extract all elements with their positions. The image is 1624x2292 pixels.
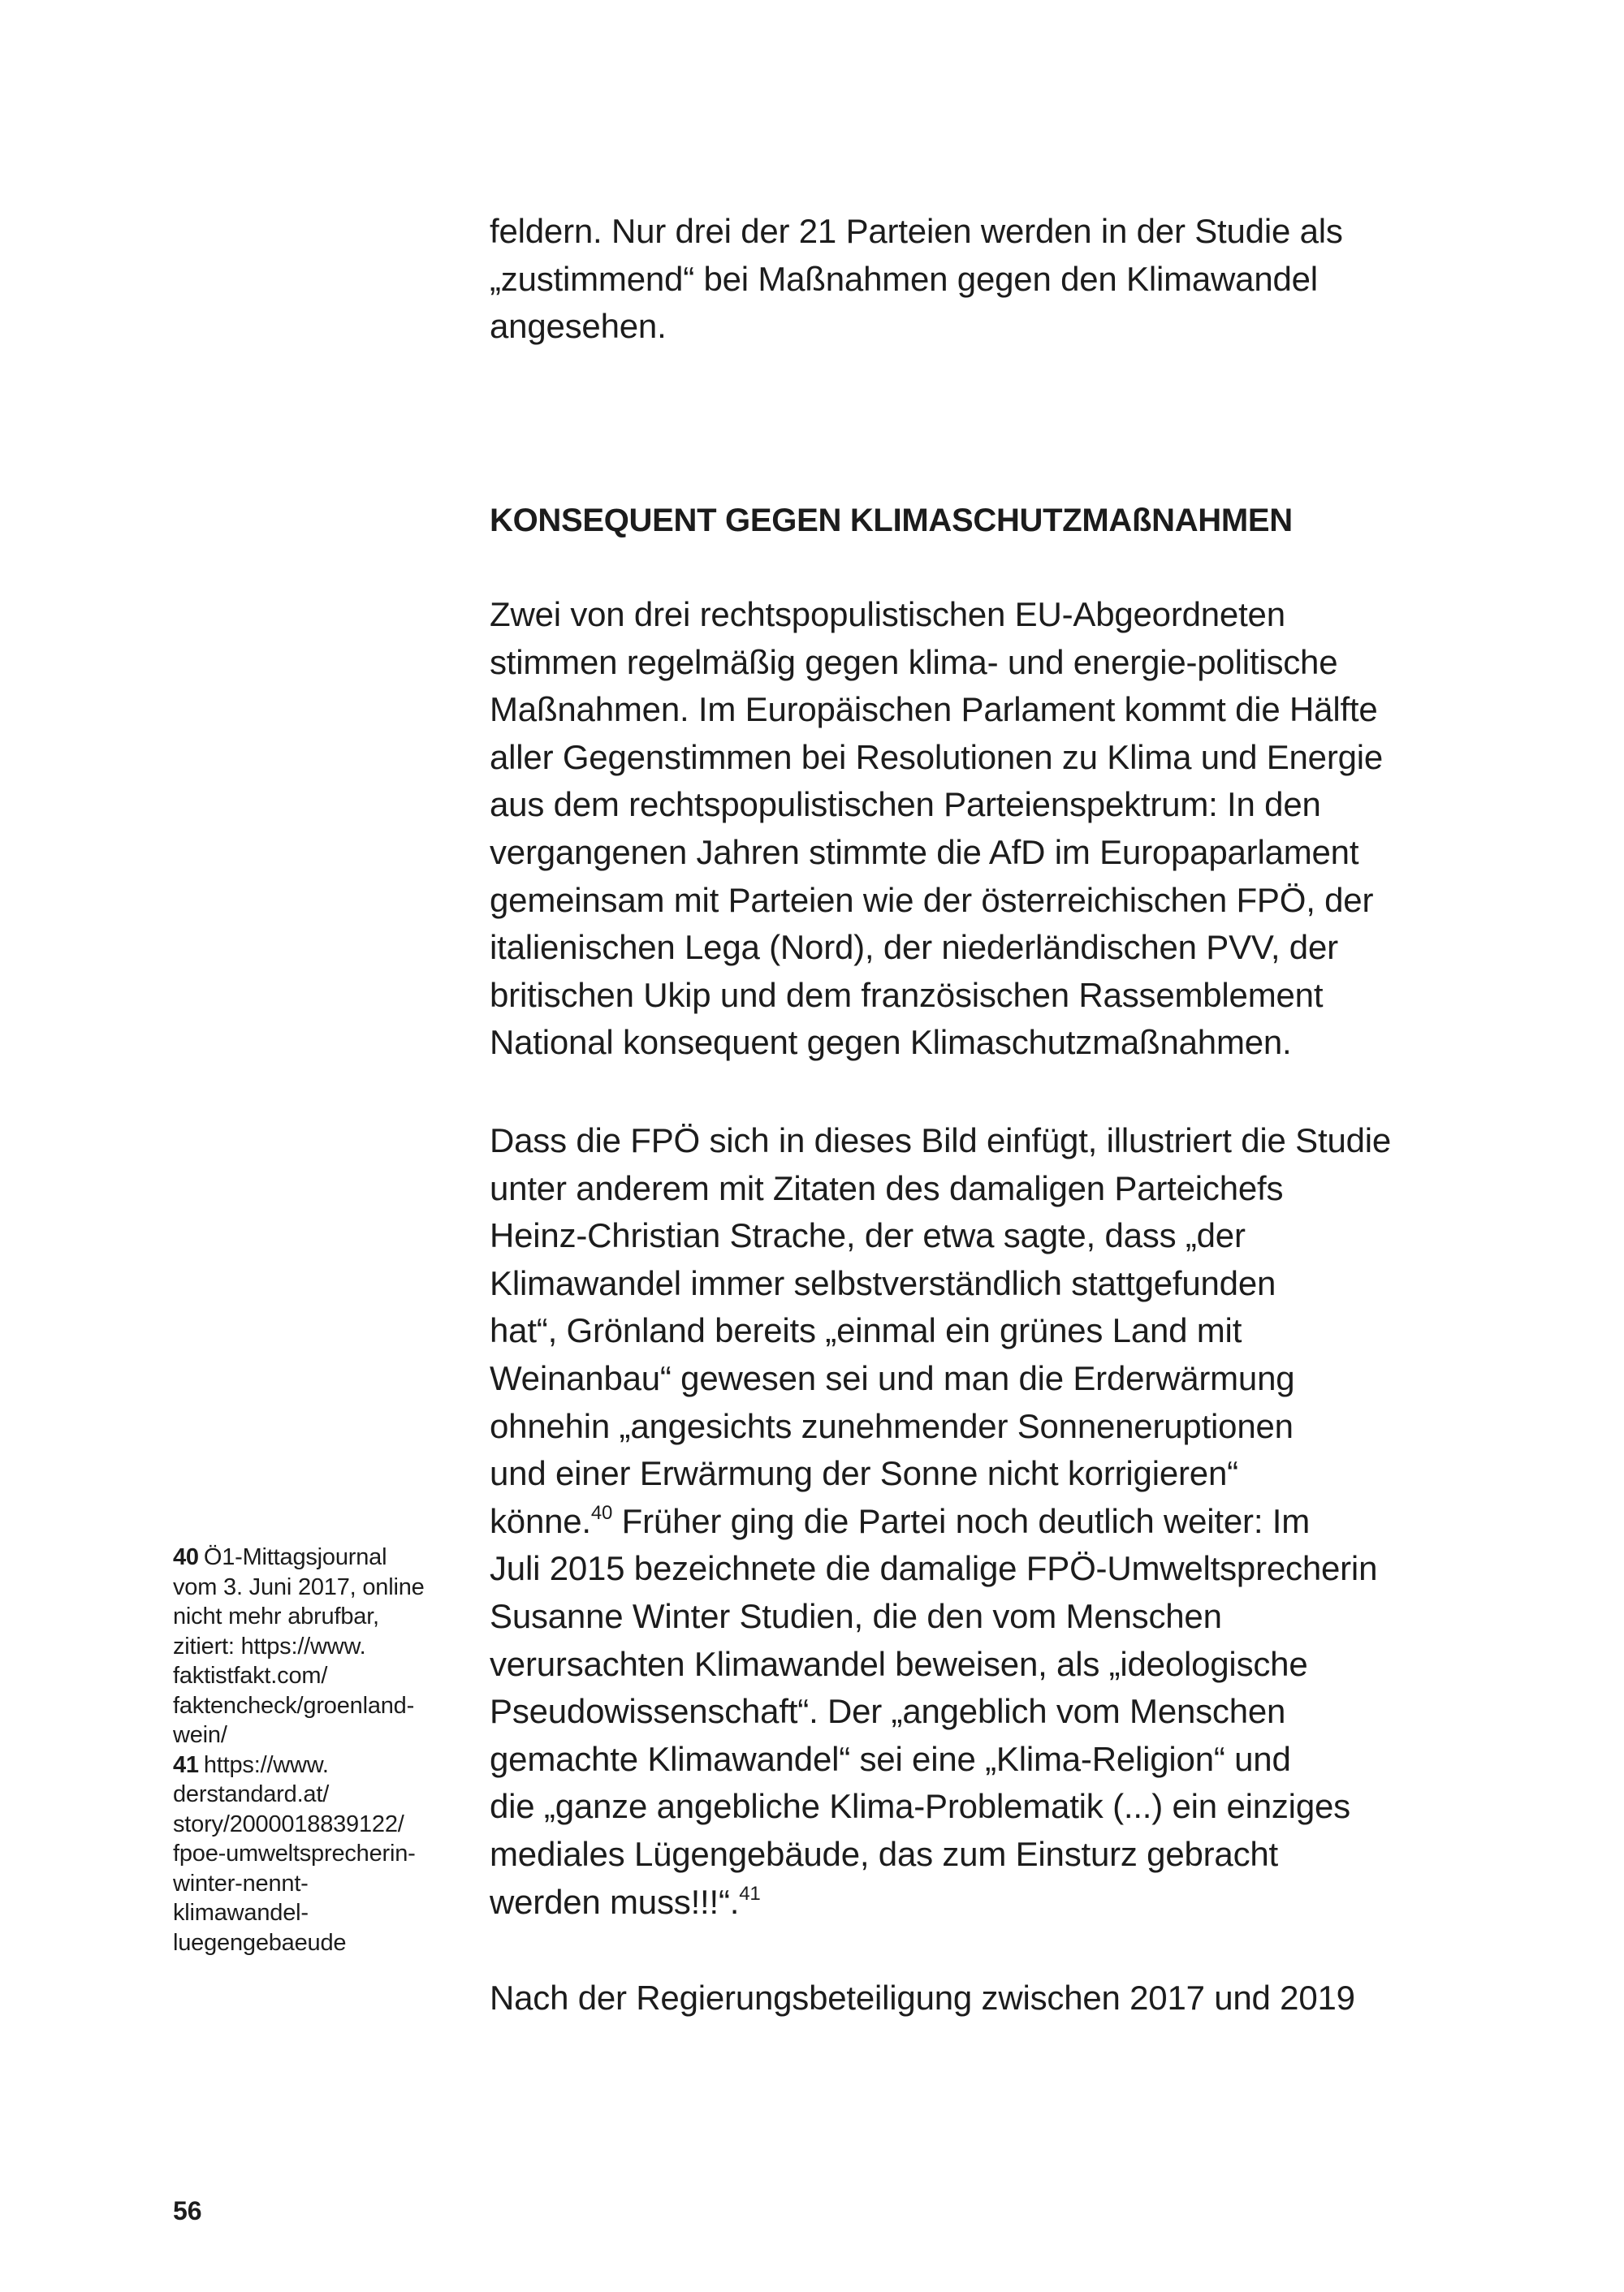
text-line: angesehen. xyxy=(490,307,667,346)
text-line: die „ganze angebliche Klima-Problematik (...) ein einziges xyxy=(490,1787,1350,1826)
section-heading: KONSEQUENT GEGEN KLIMASCHUTZMAßNAHMEN xyxy=(490,503,1293,538)
paragraph-3 xyxy=(490,1117,1423,1926)
footnote-41-first-line[interactable] xyxy=(173,1750,449,1781)
footnote-link-line[interactable]: klimawandel- xyxy=(173,1900,309,1926)
text-line: mediales Lügengebäude, das zum Einsturz gebracht xyxy=(490,1834,1279,1873)
text-line: Juli 2015 bezeichnete die damalige FPÖ-Umweltsprecherin xyxy=(490,1549,1378,1588)
text-line: National konsequent gegen Klimaschutzmaßnahmen. xyxy=(490,1023,1292,1062)
footnote-link-line[interactable]: fpoe-umweltsprecherin- xyxy=(173,1841,416,1867)
text-line: Weinanbau“ gewesen sei und man die Erderwärmung xyxy=(490,1358,1295,1397)
footnote-40-first-line xyxy=(173,1543,449,1573)
text-line: „zustimmend“ bei Maßnahmen gegen den Klimawandel xyxy=(490,259,1318,298)
text-fragment: Früher ging die Partei noch deutlich weiter: Im xyxy=(612,1501,1311,1540)
footnote-link-line[interactable]: zitiert: https://www. xyxy=(173,1633,366,1660)
text-line: Heinz-Christian Strache, der etwa sagte, dass „der xyxy=(490,1216,1246,1255)
footnote-link-line[interactable]: luegengebaeude xyxy=(173,1929,347,1956)
footnote-number: 41 xyxy=(173,1751,199,1778)
text-fragment: werden muss!!!“. xyxy=(490,1882,740,1921)
text-line: Susanne Winter Studien, die den vom Menschen xyxy=(490,1596,1222,1635)
text-line: Nach der Regierungsbeteiligung zwischen 2017 und 2019 xyxy=(490,1979,1355,2017)
text-line: britischen Ukip und dem französischen Rassemblement xyxy=(490,975,1324,1014)
text-line-with-footnote-ref xyxy=(490,1498,1423,1546)
text-line: vergangenen Jahren stimmte die AfD im Europaparlament xyxy=(490,832,1359,871)
footnotes xyxy=(173,1543,449,1957)
paragraph-4 xyxy=(490,1975,1423,2022)
paragraph-1 xyxy=(490,208,1423,351)
footnote-link-text[interactable]: https://www. xyxy=(203,1751,329,1778)
footnote-text: Ö1-Mittagsjournal xyxy=(203,1544,387,1570)
text-line: und einer Erwärmung der Sonne nicht korrigieren“ xyxy=(490,1454,1238,1493)
footnote-link-line[interactable]: winter-nennt- xyxy=(173,1870,309,1897)
text-fragment: könne. xyxy=(490,1501,591,1540)
text-line: italienischen Lega (Nord), der niederländischen PVV, der xyxy=(490,928,1338,967)
text-line: Klimawandel immer selbstverständlich stattgefunden xyxy=(490,1263,1276,1302)
footnote-ref-41[interactable]: 41 xyxy=(739,1882,761,1905)
text-line: Dass die FPÖ sich in dieses Bild einfügt, illustriert die Studie xyxy=(490,1121,1392,1159)
text-line: verursachten Klimawandel beweisen, als „ideologische xyxy=(490,1644,1308,1683)
paragraph-2 xyxy=(490,591,1423,1067)
text-line: feldern. Nur drei der 21 Parteien werden in der Studie als xyxy=(490,212,1343,250)
text-line: Maßnahmen. Im Europäischen Parlament kommt die Hälfte xyxy=(490,690,1378,729)
text-line: ohnehin „angesichts zunehmender Sonneneruptionen xyxy=(490,1406,1294,1445)
text-line-with-footnote-ref xyxy=(490,1879,1423,1927)
text-line: stimmen regelmäßig gegen klima- und energie-politische xyxy=(490,642,1338,681)
text-line: gemachte Klimawandel“ sei eine „Klima-Religion“ und xyxy=(490,1739,1291,1778)
footnote-line: nicht mehr abrufbar, xyxy=(173,1604,379,1629)
footnote-link-line[interactable]: faktencheck/groenland- xyxy=(173,1692,415,1719)
text-line: aus dem rechtspopulistischen Parteienspektrum: In den xyxy=(490,785,1321,824)
text-line: unter anderem mit Zitaten des damaligen Parteichefs xyxy=(490,1168,1284,1207)
text-line: hat“, Grönland bereits „einmal ein grünes Land mit xyxy=(490,1311,1242,1350)
text-line: aller Gegenstimmen bei Resolutionen zu Klima und Energie xyxy=(490,737,1384,776)
footnote-link-line[interactable]: wein/ xyxy=(173,1722,227,1748)
footnote-number: 40 xyxy=(173,1544,199,1570)
text-line: Pseudowissenschaft“. Der „angeblich vom Menschen xyxy=(490,1692,1286,1731)
footnote-link-line[interactable]: derstandard.at/ xyxy=(173,1781,330,1807)
footnote-link-line[interactable]: faktistfakt.com/ xyxy=(173,1663,328,1689)
footnote-line: vom 3. Juni 2017, online xyxy=(173,1573,425,1600)
text-line: Zwei von drei rechtspopulistischen EU-Abgeordneten xyxy=(490,595,1285,633)
text-line: gemeinsam mit Parteien wie der österreichischen FPÖ, der xyxy=(490,880,1374,919)
footnote-link-line[interactable]: story/2000018839122/ xyxy=(173,1811,404,1837)
page-number: 56 xyxy=(173,2196,202,2225)
footnote-ref-40[interactable]: 40 xyxy=(590,1501,613,1524)
